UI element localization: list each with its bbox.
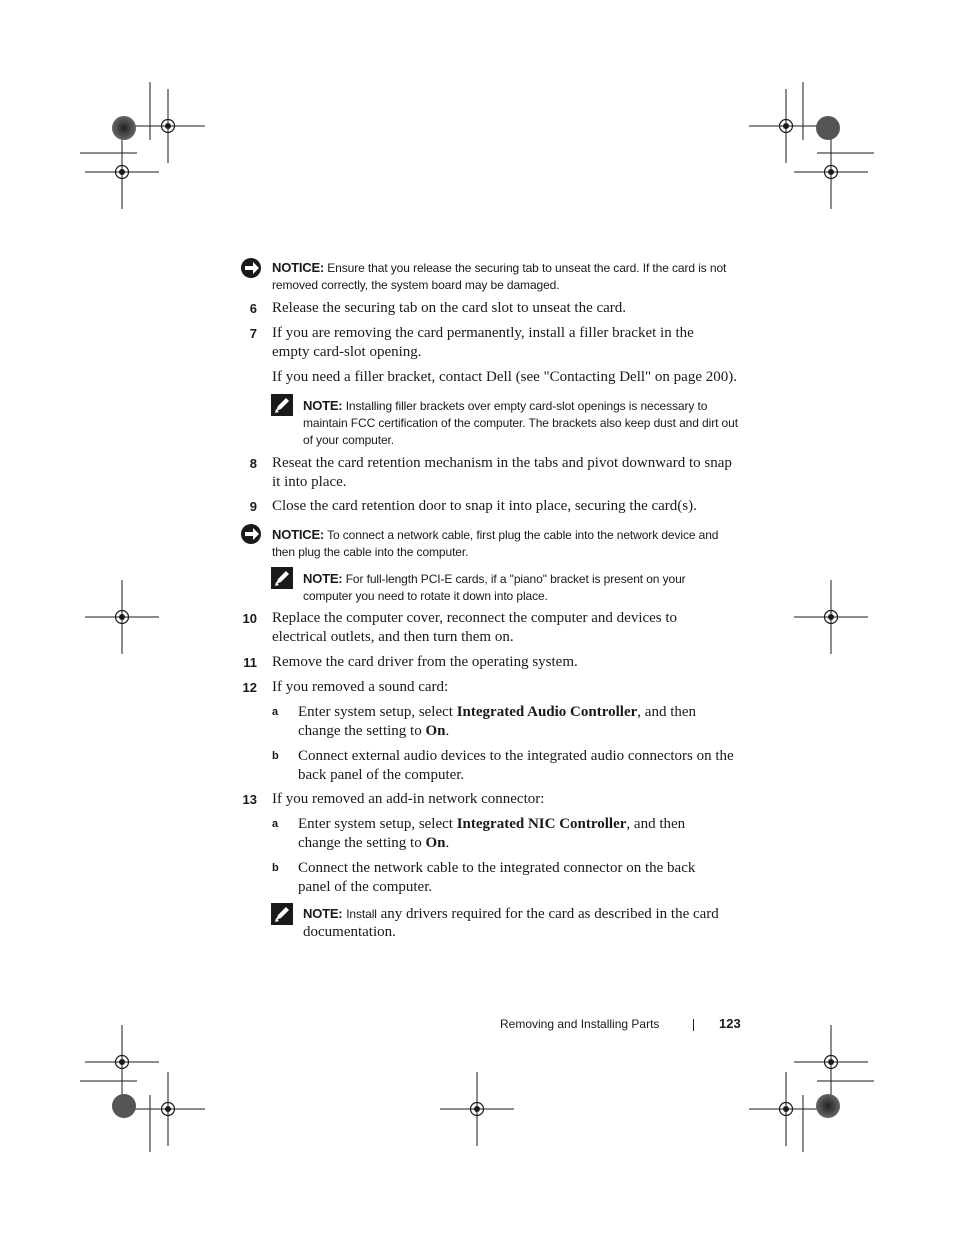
note-lead: Install: [346, 907, 377, 921]
substep-letter: b: [272, 862, 279, 874]
registration-star-icon: [816, 116, 840, 140]
note-block: [303, 905, 743, 941]
note-pencil-icon: [271, 567, 293, 594]
menu-option-name: Integrated Audio Controller: [456, 704, 638, 720]
step-text: If you removed an add-in network connector:: [272, 791, 545, 807]
substep-text-part: , and then change the setting to: [298, 704, 697, 739]
step-text: Reseat the card retention mechanism in the tabs and pivot downward to snap it into place.: [272, 455, 732, 490]
step-number: 9: [249, 499, 257, 514]
step-number: 6: [249, 301, 257, 316]
step-number: 11: [243, 655, 257, 670]
notice-text: Ensure that you release the securing tab to unseat the card. If the card is not removed correctly, the system board may be damaged.: [272, 261, 727, 292]
step-number: 12: [242, 680, 257, 695]
step-number: 8: [249, 456, 257, 471]
note-block: [303, 570, 723, 605]
substep-letter: a: [272, 706, 279, 718]
note-pencil-icon: [271, 903, 293, 930]
setting-value: On: [425, 835, 446, 851]
substep-letter: a: [272, 818, 279, 830]
substep-text-part: Enter system setup, select: [298, 704, 457, 720]
notice-label: NOTICE:: [272, 260, 325, 275]
substep-text-part: , and then change the setting to: [298, 816, 686, 851]
page-number: 123: [719, 1016, 741, 1031]
step-text: Release the securing tab on the card slot to unseat the card.: [272, 300, 627, 316]
notice-icon: [240, 523, 264, 550]
step-paragraph: If you need a filler bracket, contact Dell (see "Contacting Dell" on page 200).: [272, 369, 737, 385]
note-text: any drivers required for the card as described in the card documentation.: [303, 906, 719, 940]
note-label: NOTE:: [303, 571, 343, 586]
step-text: If you are removing the card permanently, install a filler bracket in the empty card-slot opening.: [272, 325, 694, 360]
note-block: [303, 397, 743, 449]
substep-text: [298, 703, 723, 741]
footer-section-title: Removing and Installing Parts: [500, 1017, 660, 1031]
notice-icon: [240, 257, 264, 284]
step-number: 10: [242, 611, 257, 626]
registration-star-icon: [816, 1094, 840, 1118]
substep-text-part: .: [445, 723, 450, 739]
setting-value: On: [425, 723, 446, 739]
registration-star-icon: [112, 1094, 136, 1118]
substep-letter: b: [272, 750, 279, 762]
step-text: If you removed a sound card:: [272, 679, 449, 695]
footer-separator: [693, 1019, 694, 1031]
notice-text: To connect a network cable, first plug the cable into the network device and then plug the cable into the computer.: [272, 528, 719, 559]
step-text: Remove the card driver from the operating system.: [272, 654, 578, 670]
step-number: 13: [242, 792, 257, 807]
note-label: NOTE:: [303, 906, 343, 921]
substep-text-part: Enter system setup, select: [298, 816, 457, 832]
step-number: 7: [249, 326, 257, 341]
registration-star-icon: [112, 116, 136, 140]
step-text: Replace the computer cover, reconnect the computer and devices to electrical outlets, and then turn them on.: [272, 610, 678, 645]
substep-text: Connect the network cable to the integrated connector on the back panel of the computer.: [298, 860, 696, 895]
substep-text: [298, 815, 708, 853]
note-pencil-icon: [271, 394, 293, 421]
step-text: Close the card retention door to snap it into place, securing the card(s).: [272, 498, 697, 514]
note-text: Installing filler brackets over empty card-slot openings is necessary to maintain FCC certification of the computer. The brackets also keep dust and dirt out of your computer.: [303, 399, 738, 447]
notice-block: [272, 526, 742, 561]
note-text: For full-length PCI-E cards, if a "piano" bracket is present on your computer you need to rotate it down into place.: [303, 572, 686, 603]
menu-option-name: Integrated NIC Controller: [456, 816, 627, 832]
note-label: NOTE:: [303, 398, 343, 413]
notice-label: NOTICE:: [272, 527, 325, 542]
substep-text-part: .: [445, 835, 450, 851]
substep-text: Connect external audio devices to the integrated audio connectors on the back panel of the computer.: [298, 748, 734, 783]
notice-block: [272, 259, 742, 294]
